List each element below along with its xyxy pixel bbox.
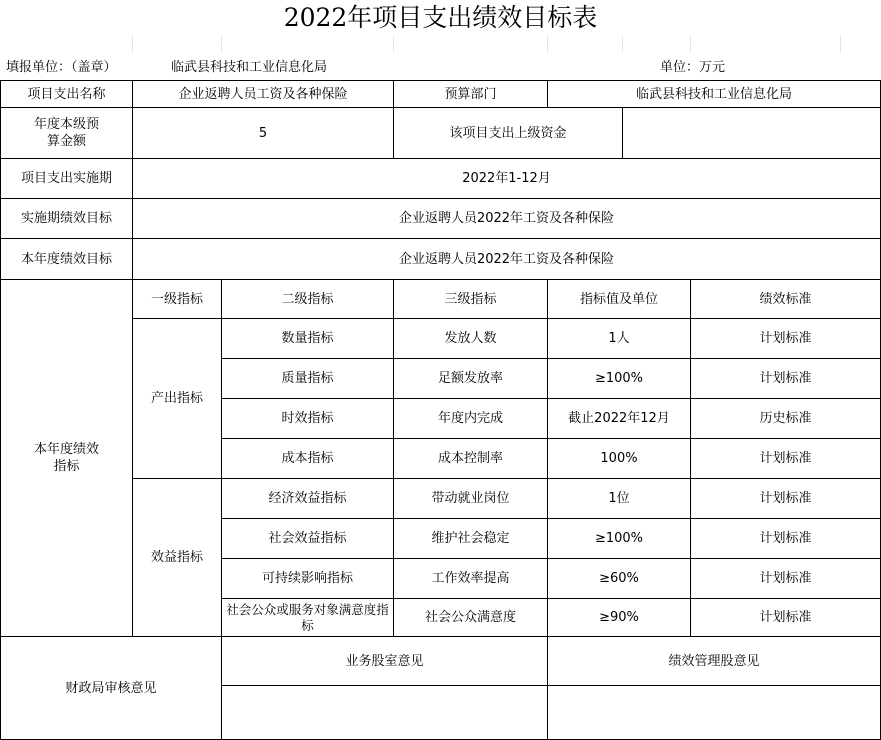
indicator-standard: 计划标准 bbox=[690, 518, 881, 559]
indicator-level3: 发放人数 bbox=[393, 318, 548, 359]
upper-fund-value bbox=[622, 107, 881, 159]
benefit-indicator-label: 效益指标 bbox=[132, 478, 222, 637]
indicator-level2: 经济效益指标 bbox=[221, 478, 394, 519]
indicator-standard: 计划标准 bbox=[690, 478, 881, 519]
indicator-level2: 可持续影响指标 bbox=[221, 558, 394, 599]
indicator-level2: 时效指标 bbox=[221, 398, 394, 439]
dept-label: 预算部门 bbox=[393, 80, 548, 108]
business-opinion-label: 业务股室意见 bbox=[221, 636, 548, 686]
header-level1: 一级指标 bbox=[132, 279, 222, 319]
indicator-standard: 计划标准 bbox=[690, 438, 881, 479]
indicator-level3: 成本控制率 bbox=[393, 438, 548, 479]
budget-value: 5 bbox=[132, 107, 394, 159]
indicator-standard: 计划标准 bbox=[690, 558, 881, 599]
project-name-label: 项目支出名称 bbox=[0, 80, 133, 108]
upper-fund-label: 该项目支出上级资金 bbox=[393, 107, 623, 159]
indicator-level3: 工作效率提高 bbox=[393, 558, 548, 599]
amount-unit: 单位：万元 bbox=[660, 60, 726, 75]
budget-label: 年度本级预算金额 bbox=[0, 107, 133, 159]
indicator-value: ≥90% bbox=[547, 598, 691, 637]
period-goal-value: 企业返聘人员2022年工资及各种保险 bbox=[132, 198, 881, 239]
indicator-value: 100% bbox=[547, 438, 691, 479]
indicator-level3: 足额发放率 bbox=[393, 358, 548, 399]
year-goal-label: 本年度绩效目标 bbox=[0, 238, 133, 280]
indicator-level2: 质量指标 bbox=[221, 358, 394, 399]
period-label: 项目支出实施期 bbox=[0, 158, 133, 199]
indicator-value: ≥60% bbox=[547, 558, 691, 599]
header-value: 指标值及单位 bbox=[547, 279, 691, 319]
performance-opinion-field bbox=[547, 685, 881, 740]
indicator-level2: 成本指标 bbox=[221, 438, 394, 479]
indicator-value: ≥100% bbox=[547, 358, 691, 399]
header-level2: 二级指标 bbox=[221, 279, 394, 319]
spreadsheet-gridlines bbox=[0, 36, 881, 52]
indicator-standard: 计划标准 bbox=[690, 358, 881, 399]
indicator-standard: 计划标准 bbox=[690, 598, 881, 637]
indicator-level3: 维护社会稳定 bbox=[393, 518, 548, 559]
indicator-value: ≥100% bbox=[547, 518, 691, 559]
page-title: 2022年项目支出绩效目标表 bbox=[283, 3, 598, 32]
performance-opinion-label: 绩效管理股意见 bbox=[547, 636, 881, 686]
indicator-level2: 社会效益指标 bbox=[221, 518, 394, 559]
indicator-level2: 数量指标 bbox=[221, 318, 394, 359]
indicator-value: 1位 bbox=[547, 478, 691, 519]
indicator-level3: 社会公众满意度 bbox=[393, 598, 548, 637]
indicator-level2: 社会公众或服务对象满意度指标 bbox=[221, 598, 394, 637]
period-goal-label: 实施期绩效目标 bbox=[0, 198, 133, 239]
output-indicator-label: 产出指标 bbox=[132, 318, 222, 479]
indicator-standard: 计划标准 bbox=[690, 318, 881, 359]
filling-unit-label: 填报单位：（盖章） bbox=[6, 60, 117, 75]
indicator-level3: 年度内完成 bbox=[393, 398, 548, 439]
indicator-level3: 带动就业岗位 bbox=[393, 478, 548, 519]
finance-review-label: 财政局审核意见 bbox=[0, 636, 222, 740]
filling-org-name: 临武县科技和工业信息化局 bbox=[171, 60, 328, 75]
dept-value: 临武县科技和工业信息化局 bbox=[547, 80, 881, 108]
indicator-value: 截止2022年12月 bbox=[547, 398, 691, 439]
year-goal-value: 企业返聘人员2022年工资及各种保险 bbox=[132, 238, 881, 280]
indicators-section-label: 本年度绩效指标 bbox=[0, 279, 133, 637]
indicator-standard: 历史标准 bbox=[690, 398, 881, 439]
header-standard: 绩效标准 bbox=[690, 279, 881, 319]
header-level3: 三级指标 bbox=[393, 279, 548, 319]
project-name-value: 企业返聘人员工资及各种保险 bbox=[132, 80, 394, 108]
period-value: 2022年1-12月 bbox=[132, 158, 881, 199]
indicator-value: 1人 bbox=[547, 318, 691, 359]
business-opinion-field bbox=[221, 685, 548, 740]
